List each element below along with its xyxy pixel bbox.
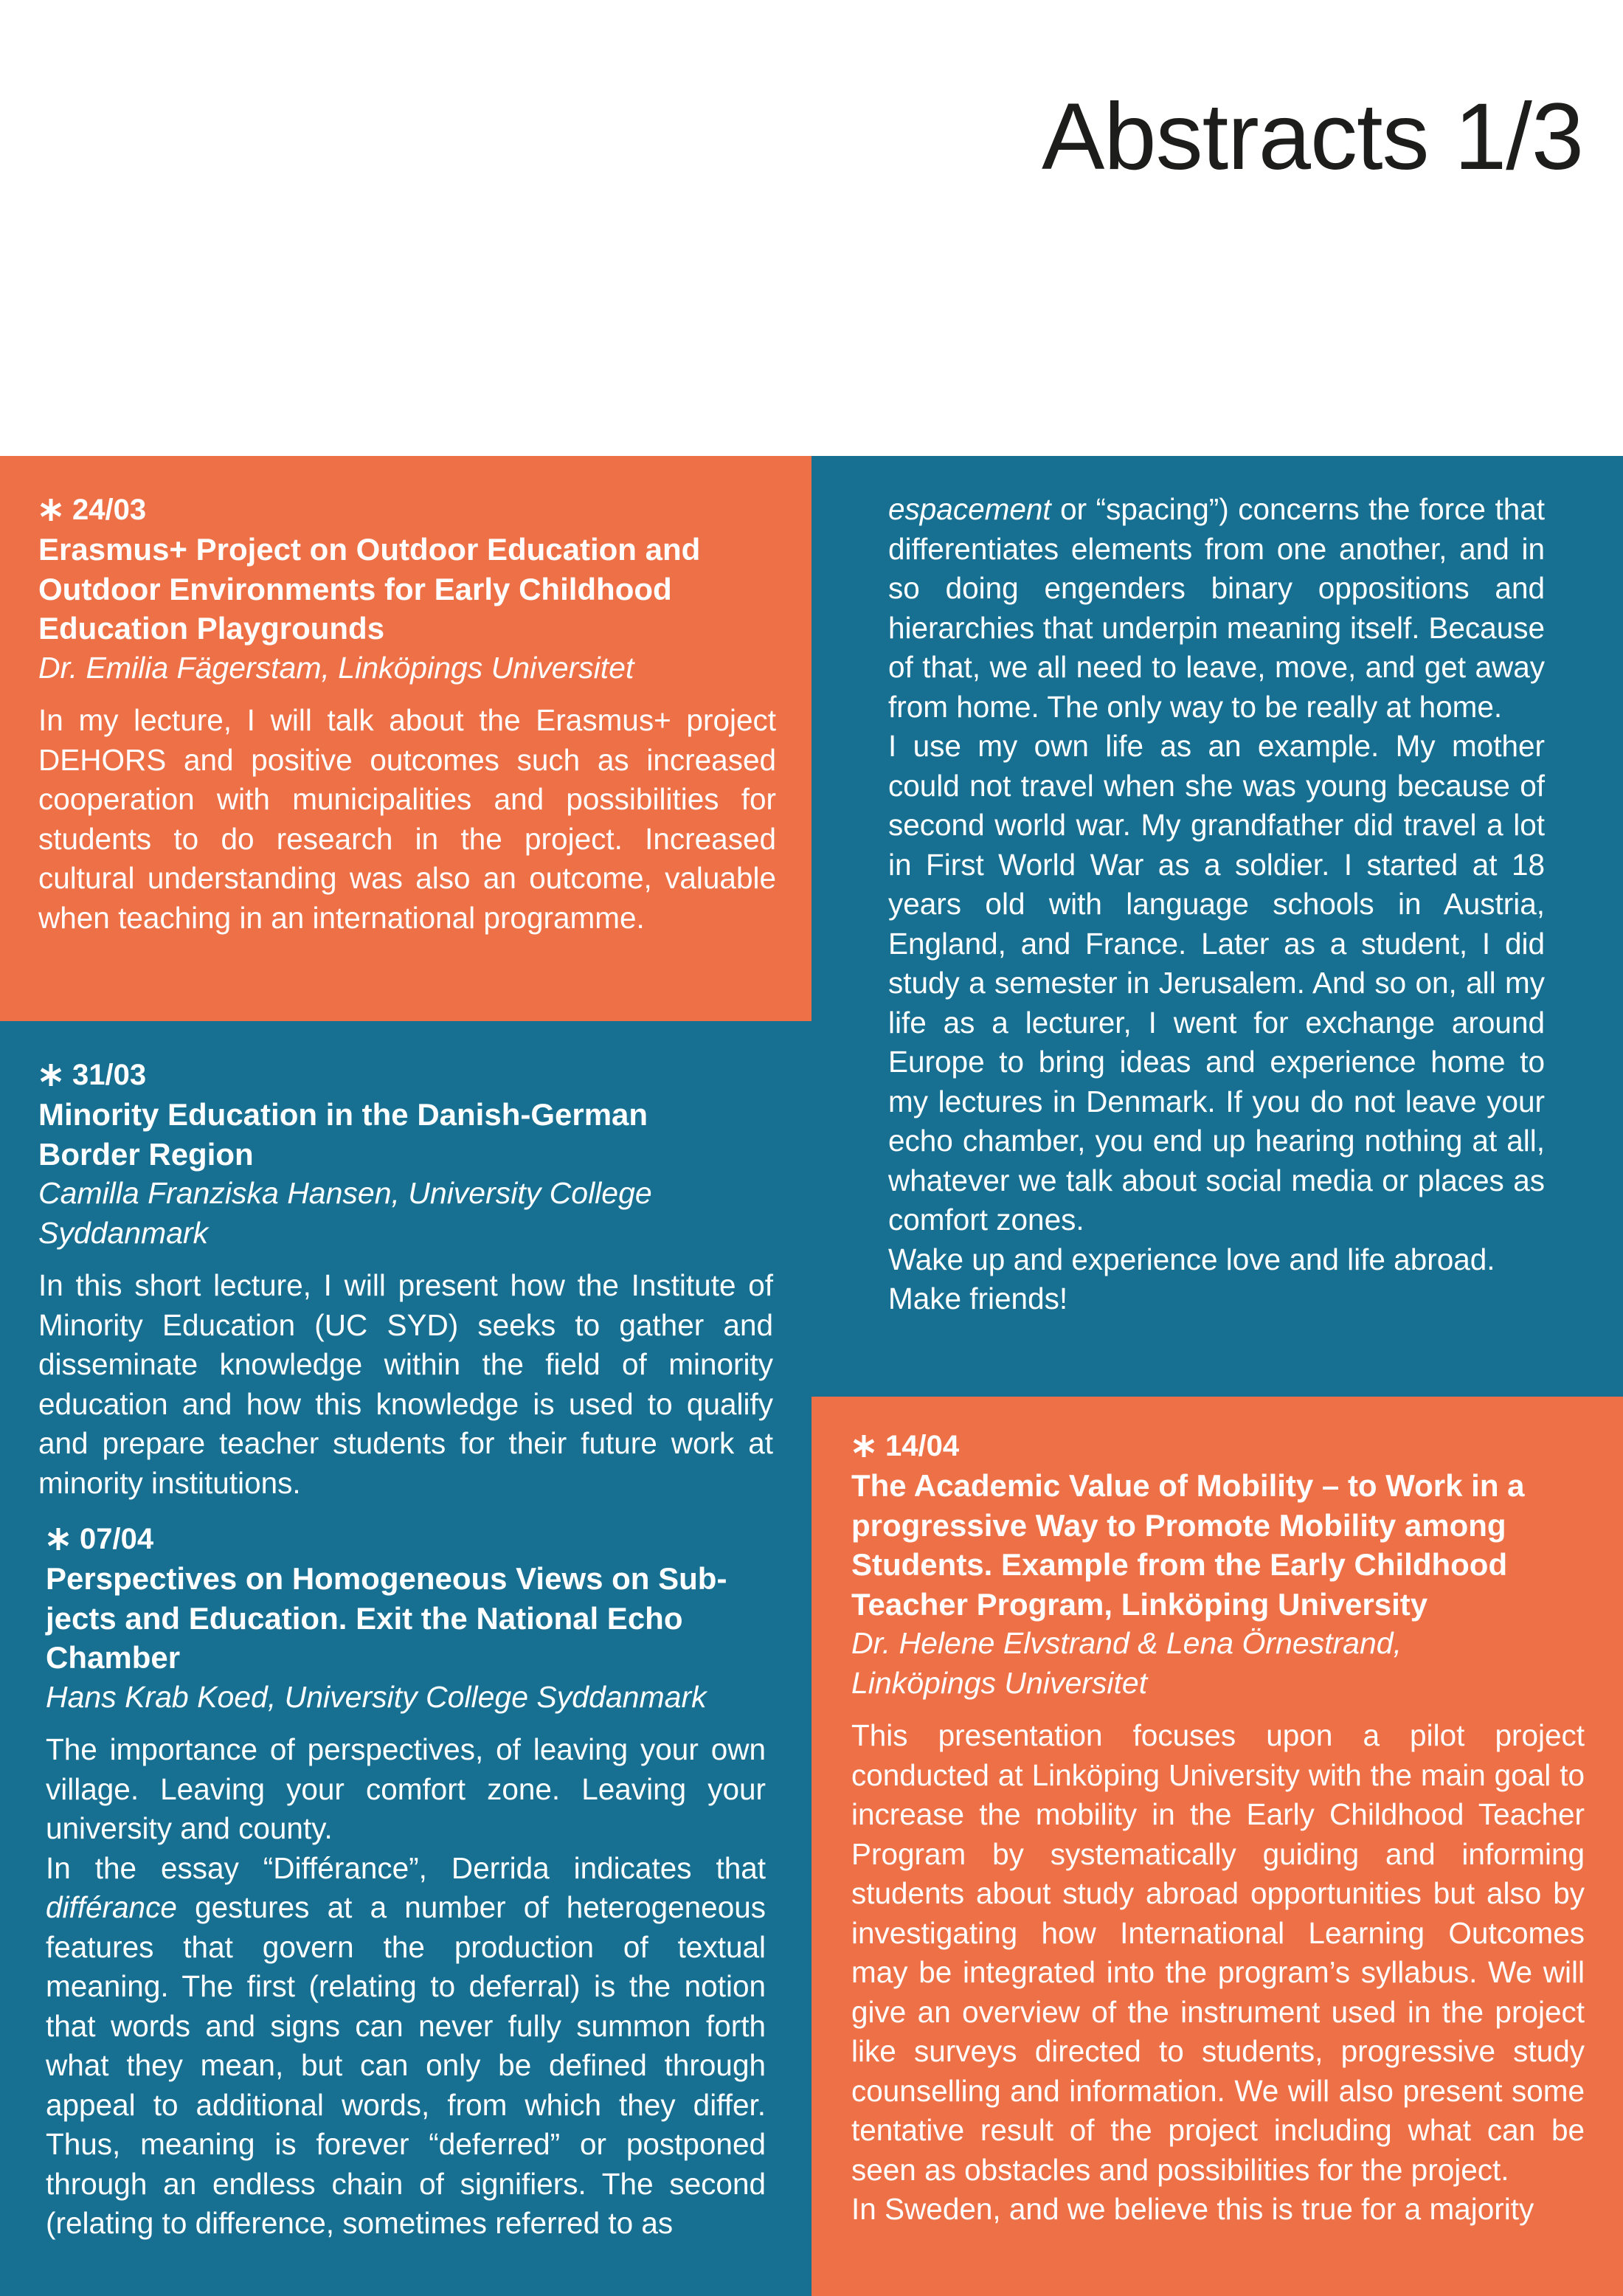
abstract-text: gestures at a number of heterogeneous features that govern the production of textual meaning. The first (relating to deferral) is the notion that words and signs can never fully summon forth what they mean, but can only be defined through appeal to additional words, from which they differ. Thus, meaning is forever “deferred” or postponed through an endless chain of signifiers. The second (relating to difference, sometimes referred to as [46, 1890, 766, 2240]
talk-title: Erasmus+ Project on Outdoor Education and Outdoor Environments for Early Childhood Education Playgrounds [38, 532, 701, 646]
abstract-paragraph: In Sweden, and we believe this is true for a majority [851, 2192, 1534, 2226]
asterisk-icon [38, 497, 63, 522]
talk-title: Minority Education in the Danish-German Border Region [38, 1097, 648, 1172]
abstract-paragraph: In my lecture, I will talk about the Erasmus+ project DEHORS and positive outcomes such as increased cooperation with municipalities and possibilities for students to do research in the project. Increased cultural understanding was also an outcome, valuable when teaching in an international programme. [38, 703, 776, 935]
talk-date [46, 1519, 766, 1559]
talk-speaker: Camilla Franziska Hansen, University College Syddanmark [38, 1176, 652, 1250]
abstract-card-31-03 [38, 1055, 773, 1503]
abstract-paragraph: This presentation focuses upon a pilot project conducted at Linköping University with the main goal to increase the mobility in the Early Childhood Teacher Program by systematically guiding and informing students about study abroad opportunities but also by investigating how International Learning Outcomes may be integrated into the program’s syllabus. We will give an overview of the instrument used in the project like surveys directed to students, progressive study counselling and information. We will also present some tentative result of the project including what can be seen as obstacles and possibilities for the project. [851, 1718, 1585, 2187]
talk-speaker: Dr. Helene Elvstrand & Lena Örnestrand, Linköpings Universitet [851, 1626, 1402, 1700]
abstract-paragraph: The importance of perspectives, of leaving your own village. Leaving your comfort zone. Leaving your university and county. [46, 1732, 766, 1845]
talk-date [38, 490, 776, 530]
left-teal-column [0, 1021, 812, 2244]
talk-date-text: 14/04 [885, 1430, 960, 1462]
talk-date [38, 1055, 773, 1095]
abstract-text: In the essay “Différance”, Derrida indicates that [46, 1850, 766, 1885]
asterisk-icon [46, 1526, 71, 1552]
abstract-paragraph: Wake up and experience love and life abroad. Make friends! [888, 1242, 1495, 1315]
talk-date [851, 1426, 1585, 1466]
abstract-paragraph [888, 490, 1545, 727]
abstract-continuation-07-04 [812, 456, 1623, 1319]
abstract-card-07-04 [38, 1519, 773, 2244]
talk-abstract [46, 1730, 766, 2244]
talk-title: Perspectives on Homogeneous Views on Sub-jects and Education. Exit the National Echo Chamber [46, 1561, 727, 1675]
page-title: Abstracts 1/3 [1042, 83, 1583, 190]
abstract-card-14-04 [812, 1397, 1623, 2296]
talk-title: The Academic Value of Mobility – to Work in a progressive Way to Promote Mobility among Students. Example from the Early Childhood Teacher Program, Linköping University [851, 1468, 1525, 1622]
talk-speaker: Hans Krab Koed, University College Syddanmark [46, 1679, 707, 1714]
abstract-paragraph: I use my own life as an example. My mother could not travel when she was young because of second world war. My grandfather did travel a lot in First World War as a soldier. I started at 18 years old with language schools in Austria, England, and France. Later as a student, I did study a semester in Jerusalem. And so on, all my life as a lecturer, I went for exchange around Europe to bring ideas and experience home to my lectures in Denmark. If you do not leave your echo chamber, you end up hearing nothing at all, whatever we talk about social media or places as comfort zones. [888, 729, 1545, 1237]
asterisk-icon [38, 1062, 63, 1088]
asterisk-icon [851, 1434, 876, 1459]
abstract-card-24-03 [0, 456, 812, 1021]
abstract-italic-term: différance [46, 1890, 177, 1924]
talk-abstract [38, 1266, 773, 1503]
abstract-text: or “spacing”) concerns the force that differentiates elements from one another, and in so doing engenders binary oppositions and hierarchies that underpin meaning itself. Because of that, we all need to leave, move, and get away from home. The only way to be really at home. [888, 492, 1545, 724]
talk-speaker: Dr. Emilia Fägerstam, Linköpings Universitet [38, 650, 634, 685]
talk-abstract-continued [888, 490, 1545, 1319]
talk-abstract [851, 1716, 1585, 2230]
talk-abstract [38, 701, 776, 938]
talk-date-text: 31/03 [72, 1059, 147, 1091]
talk-date-text: 24/03 [72, 494, 147, 526]
abstract-paragraph [46, 1849, 766, 2244]
abstract-italic-term: espacement [888, 492, 1051, 526]
abstract-paragraph: In this short lecture, I will present how the Institute of Minority Education (UC SYD) seeks to gather and disseminate knowledge within the field of minority education and how this knowledge is used to qualify and prepare teacher students for their future work at minority institutions. [38, 1268, 773, 1500]
talk-date-text: 07/04 [80, 1523, 154, 1555]
